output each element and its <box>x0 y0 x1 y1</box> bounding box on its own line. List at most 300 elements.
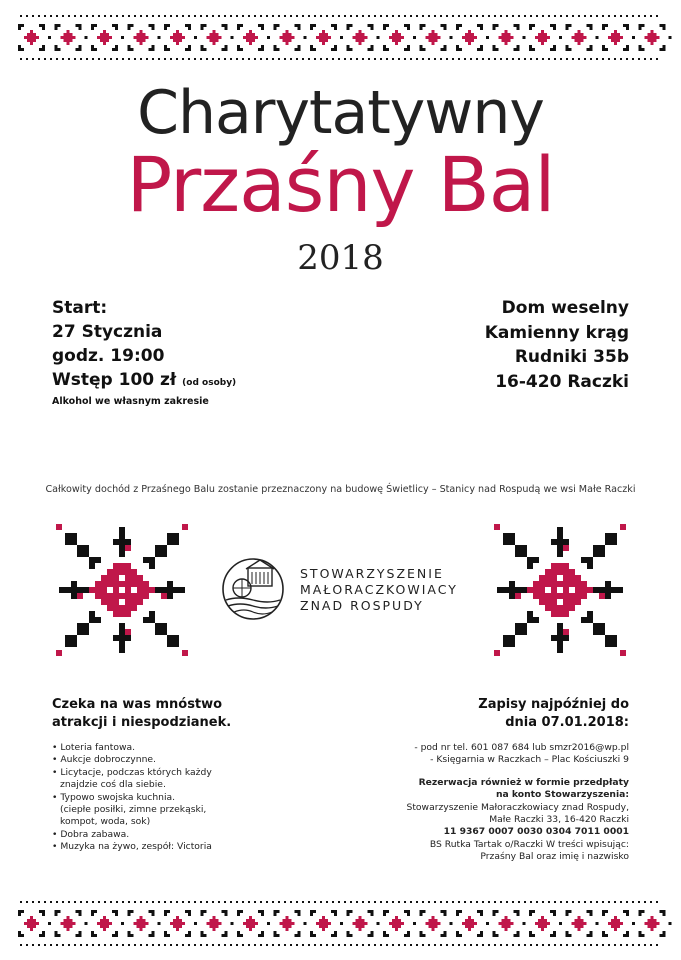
border-motif-cell <box>61 922 64 925</box>
border-motif-cell <box>395 42 398 45</box>
border-dot <box>68 15 70 17</box>
border-dot <box>374 944 376 946</box>
flower-cell <box>149 611 155 617</box>
flower-cell <box>617 587 623 593</box>
border-motif-cell <box>325 39 328 42</box>
border-motif-cell <box>21 24 24 27</box>
border-motif-cell <box>502 925 505 928</box>
list-item <box>52 767 272 792</box>
border-motif-cell <box>267 922 270 925</box>
flower-cell <box>545 575 551 581</box>
border-dot <box>296 901 298 903</box>
border-dot <box>122 58 124 60</box>
border-motif-cell <box>444 27 447 30</box>
border-dot <box>428 944 430 946</box>
flower-cell <box>77 545 83 551</box>
border-dot <box>614 944 616 946</box>
border-motif-cell <box>134 36 137 39</box>
flower-cell <box>119 545 125 551</box>
border-dot <box>458 58 460 60</box>
border-motif-cell <box>383 910 386 913</box>
border-dot <box>536 901 538 903</box>
border-motif-cell <box>626 913 629 916</box>
attractions-section <box>52 696 272 854</box>
border-dot <box>578 15 580 17</box>
border-motif-cell <box>143 922 146 925</box>
flower-cell <box>569 605 575 611</box>
border-dot <box>632 944 634 946</box>
border-motif-cell <box>590 45 593 48</box>
border-motif-cell <box>651 33 654 36</box>
border-motif-cell <box>432 928 435 931</box>
flower-cell <box>515 593 521 599</box>
border-motif-cell <box>115 27 118 30</box>
border-motif-cell <box>261 913 264 916</box>
border-motif-cell <box>249 39 252 42</box>
border-dot <box>476 944 478 946</box>
border-motif-cell <box>529 48 532 51</box>
border-dot <box>632 58 634 60</box>
border-motif-cell <box>176 33 179 36</box>
attractions-list <box>52 742 272 854</box>
flower-cell <box>557 575 563 581</box>
border-motif-cell <box>207 36 210 39</box>
flower-cell <box>71 593 77 599</box>
org-line-3: ZNAD ROSPUDY <box>300 598 424 613</box>
border-motif-cell <box>493 45 496 48</box>
border-dot <box>44 944 46 946</box>
border-motif-cell <box>173 39 176 42</box>
border-motif-cell <box>611 925 614 928</box>
border-motif-cell <box>143 36 146 39</box>
border-motif-cell <box>313 934 316 937</box>
border-motif-cell <box>246 36 249 39</box>
border-dot <box>194 944 196 946</box>
border-dot <box>494 15 496 17</box>
border-dot <box>350 58 352 60</box>
border-motif-cell <box>21 934 24 937</box>
border-dot <box>416 944 418 946</box>
border-dot <box>644 58 646 60</box>
border-motif-cell <box>538 39 541 42</box>
border-motif-cell <box>502 919 505 922</box>
border-motif-cell <box>435 36 438 39</box>
flower-cell <box>119 623 125 629</box>
border-motif-cell <box>55 910 58 913</box>
border-motif-cell <box>76 48 79 51</box>
border-dot <box>254 901 256 903</box>
border-dot <box>104 901 106 903</box>
border-motif-cell <box>18 48 21 51</box>
list-item: • Dobra zabawa. <box>52 829 272 841</box>
flower-cell <box>575 581 581 587</box>
border-motif-cell <box>258 48 261 51</box>
border-motif-cell <box>550 48 553 51</box>
border-dot <box>56 15 58 17</box>
border-motif-cell <box>395 916 398 919</box>
border-motif-cell <box>347 913 350 916</box>
flower-cell <box>65 587 71 593</box>
border-motif-cell <box>569 910 572 913</box>
border-motif-cell <box>669 36 672 39</box>
border-motif-cell <box>112 910 115 913</box>
entry-fee <box>52 368 236 395</box>
border-dot <box>98 901 100 903</box>
border-dot <box>290 58 292 60</box>
border-dot <box>344 901 346 903</box>
border-motif-cell <box>347 45 350 48</box>
border-dot <box>524 58 526 60</box>
border-dot <box>650 58 652 60</box>
border-motif-cell <box>325 36 328 39</box>
border-dot <box>200 944 202 946</box>
border-dot <box>566 58 568 60</box>
border-dot <box>608 944 610 946</box>
border-dot <box>632 15 634 17</box>
border-motif-cell <box>553 913 556 916</box>
border-motif-cell <box>626 48 629 51</box>
flower-cell <box>563 611 569 617</box>
border-motif-cell <box>295 934 298 937</box>
flower-cell <box>161 545 167 551</box>
border-motif-cell <box>30 42 33 45</box>
border-motif-cell <box>420 931 423 934</box>
border-dot <box>236 901 238 903</box>
flower-cell <box>83 629 89 635</box>
water-mill-icon <box>218 556 288 622</box>
border-dot <box>344 58 346 60</box>
border-motif-cell <box>602 913 605 916</box>
border-dot <box>92 944 94 946</box>
border-dot <box>518 901 520 903</box>
border-motif-cell <box>237 931 240 934</box>
border-motif-cell <box>553 48 556 51</box>
border-motif-cell <box>535 922 538 925</box>
border-motif-cell <box>237 24 240 27</box>
border-motif-cell <box>626 934 629 937</box>
venue-name: Dom weselny <box>501 298 629 318</box>
border-motif-cell <box>201 913 204 916</box>
border-dot <box>176 901 178 903</box>
flower-cell <box>119 629 125 635</box>
registration-shop: - Księgarnia w Raczkach – Plac Kościuszki 9 <box>430 754 629 766</box>
border-motif-cell <box>578 30 581 33</box>
border-motif-cell <box>18 27 21 30</box>
border-motif-cell <box>356 36 359 39</box>
border-motif-cell <box>255 922 258 925</box>
list-item-text: Licytacje, podczas których każdy <box>60 766 212 778</box>
border-dot <box>596 901 598 903</box>
border-motif-cell <box>648 36 651 39</box>
border-dot <box>176 58 178 60</box>
border-motif-cell <box>18 913 21 916</box>
border-motif-cell <box>441 24 444 27</box>
border-motif-cell <box>471 919 474 922</box>
border-dot <box>296 15 298 17</box>
border-motif-cell <box>480 934 483 937</box>
border-dot <box>248 15 250 17</box>
border-motif-cell <box>654 36 657 39</box>
border-motif-cell <box>544 922 547 925</box>
flower-cell <box>125 599 131 605</box>
border-dot <box>26 944 28 946</box>
border-motif-cell <box>283 919 286 922</box>
flower-cell <box>125 611 131 617</box>
flower-cell <box>65 635 71 641</box>
border-dot <box>206 58 208 60</box>
border-motif-cell <box>407 910 410 913</box>
border-dot <box>20 944 22 946</box>
border-motif-cell <box>663 913 666 916</box>
border-motif-cell <box>243 36 246 39</box>
border-dot <box>578 901 580 903</box>
border-dot <box>542 944 544 946</box>
border-dot <box>164 944 166 946</box>
border-dot <box>332 944 334 946</box>
border-dot <box>458 901 460 903</box>
flower-cell <box>161 629 167 635</box>
border-motif-cell <box>143 33 146 36</box>
border-motif-cell <box>517 931 520 934</box>
border-motif-cell <box>654 39 657 42</box>
flower-cell <box>125 569 131 575</box>
border-motif-cell <box>334 934 337 937</box>
border-motif-cell <box>179 925 182 928</box>
flower-cell <box>509 533 515 539</box>
border-dot <box>32 58 34 60</box>
border-motif-cell <box>170 36 173 39</box>
border-motif-cell <box>541 33 544 36</box>
border-motif-cell <box>347 910 350 913</box>
flower-cell <box>167 587 173 593</box>
border-motif-cell <box>298 910 301 913</box>
border-dot <box>626 58 628 60</box>
flower-cell <box>182 524 188 530</box>
border-motif-cell <box>395 925 398 928</box>
flower-cell <box>137 581 143 587</box>
border-dot <box>470 58 472 60</box>
flower-cell <box>131 599 137 605</box>
border-motif-cell <box>204 910 207 913</box>
flower-cell <box>143 581 149 587</box>
border-motif-cell <box>313 910 316 913</box>
border-motif-cell <box>596 922 599 925</box>
border-motif-cell <box>222 48 225 51</box>
flower-cell <box>557 539 563 545</box>
border-motif-cell <box>30 33 33 36</box>
flower-cell <box>89 617 95 623</box>
border-dot <box>332 901 334 903</box>
border-motif-cell <box>535 36 538 39</box>
border-motif-cell <box>55 913 58 916</box>
border-motif-cell <box>61 36 64 39</box>
border-motif-cell <box>626 27 629 30</box>
border-motif-cell <box>383 931 386 934</box>
border-dot <box>188 944 190 946</box>
border-motif-cell <box>614 916 617 919</box>
border-dot <box>194 15 196 17</box>
border-motif-cell <box>392 925 395 928</box>
border-motif-cell <box>325 925 328 928</box>
border-motif-cell <box>237 27 240 30</box>
border-motif-cell <box>64 922 67 925</box>
flower-cell <box>521 629 527 635</box>
border-dot <box>92 15 94 17</box>
border-motif-cell <box>140 36 143 39</box>
border-dot <box>524 15 526 17</box>
border-dot <box>512 944 514 946</box>
border-motif-cell <box>176 916 179 919</box>
border-dot <box>626 901 628 903</box>
border-motif-cell <box>140 919 143 922</box>
flower-cell <box>83 551 89 557</box>
border-motif-cell <box>249 916 252 919</box>
border-motif-cell <box>559 36 562 39</box>
border-dot <box>236 944 238 946</box>
border-motif-cell <box>152 934 155 937</box>
border-motif-cell <box>584 922 587 925</box>
border-dot <box>260 944 262 946</box>
border-motif-cell <box>471 36 474 39</box>
border-motif-cell <box>660 48 663 51</box>
flower-cell <box>119 575 125 581</box>
border-motif-cell <box>623 48 626 51</box>
flower-cell <box>161 593 167 599</box>
flower-cell <box>149 557 155 563</box>
border-motif-cell <box>468 33 471 36</box>
border-motif-cell <box>225 48 228 51</box>
border-dot <box>626 944 628 946</box>
border-motif-cell <box>149 910 152 913</box>
flower-cell <box>569 587 575 593</box>
border-dot <box>602 58 604 60</box>
border-dot <box>284 15 286 17</box>
border-dot <box>98 58 100 60</box>
border-dot <box>122 901 124 903</box>
border-dot <box>656 901 658 903</box>
border-dot <box>140 58 142 60</box>
border-dot <box>650 901 652 903</box>
border-dot <box>446 944 448 946</box>
border-dot <box>398 944 400 946</box>
flower-cell <box>161 551 167 557</box>
border-dot <box>596 944 598 946</box>
border-motif-cell <box>353 922 356 925</box>
border-dot <box>506 901 508 903</box>
border-motif-cell <box>505 922 508 925</box>
border-dot <box>224 58 226 60</box>
flower-cell <box>605 539 611 545</box>
flower-cell <box>557 569 563 575</box>
flower-cell <box>539 599 545 605</box>
border-motif-cell <box>602 27 605 30</box>
border-dot <box>272 944 274 946</box>
border-dot <box>158 944 160 946</box>
flower-cell <box>119 539 125 545</box>
border-motif-cell <box>362 39 365 42</box>
border-motif-cell <box>544 919 547 922</box>
border-motif-cell <box>240 934 243 937</box>
border-motif-cell <box>462 36 465 39</box>
flower-cell <box>563 563 569 569</box>
border-motif-cell <box>347 27 350 30</box>
border-motif-cell <box>407 913 410 916</box>
border-dot <box>344 15 346 17</box>
border-dot <box>140 901 142 903</box>
border-dot <box>410 15 412 17</box>
border-motif-cell <box>64 919 67 922</box>
border-dot <box>284 58 286 60</box>
flower-cell <box>494 524 500 530</box>
border-dot <box>638 58 640 60</box>
border-motif-cell <box>128 934 131 937</box>
border-motif-cell <box>128 931 131 934</box>
flower-cell <box>587 563 593 569</box>
border-motif-cell <box>42 24 45 27</box>
border-motif-cell <box>322 919 325 922</box>
border-dot <box>530 15 532 17</box>
flower-cell <box>599 551 605 557</box>
flower-cell <box>119 587 125 593</box>
border-dot <box>494 901 496 903</box>
border-motif-cell <box>517 45 520 48</box>
border-motif-cell <box>304 922 307 925</box>
border-motif-cell <box>131 910 134 913</box>
flower-cell <box>563 629 569 635</box>
border-dot <box>590 15 592 17</box>
border-dot <box>542 58 544 60</box>
border-motif-cell <box>249 36 252 39</box>
border-motif-cell <box>553 910 556 913</box>
border-dot <box>110 901 112 903</box>
border-motif-cell <box>538 36 541 39</box>
border-motif-cell <box>444 934 447 937</box>
border-dot <box>524 944 526 946</box>
border-motif-cell <box>602 931 605 934</box>
border-motif-cell <box>529 910 532 913</box>
border-dot <box>86 58 88 60</box>
border-motif-cell <box>407 27 410 30</box>
border-motif-cell <box>538 33 541 36</box>
border-dot <box>92 58 94 60</box>
border-motif-cell <box>608 922 611 925</box>
border-motif-cell <box>465 39 468 42</box>
border-motif-cell <box>310 48 313 51</box>
border-motif-cell <box>334 27 337 30</box>
border-motif-cell <box>231 922 234 925</box>
border-motif-cell <box>383 27 386 30</box>
border-motif-cell <box>246 33 249 36</box>
border-motif-cell <box>444 910 447 913</box>
border-motif-cell <box>213 42 216 45</box>
border-motif-cell <box>614 33 617 36</box>
border-motif-cell <box>55 931 58 934</box>
border-motif-cell <box>590 910 593 913</box>
border-dot <box>206 944 208 946</box>
border-motif-cell <box>383 45 386 48</box>
border-dot <box>62 58 64 60</box>
border-dot <box>230 15 232 17</box>
border-motif-cell <box>310 931 313 934</box>
border-motif-cell <box>334 913 337 916</box>
attractions-heading-line-1: Czeka na was mnóstwo <box>52 697 223 712</box>
border-motif-cell <box>55 45 58 48</box>
border-motif-cell <box>249 925 252 928</box>
border-motif-cell <box>328 922 331 925</box>
flower-cell <box>113 605 119 611</box>
list-item <box>52 792 272 829</box>
border-dot <box>38 15 40 17</box>
